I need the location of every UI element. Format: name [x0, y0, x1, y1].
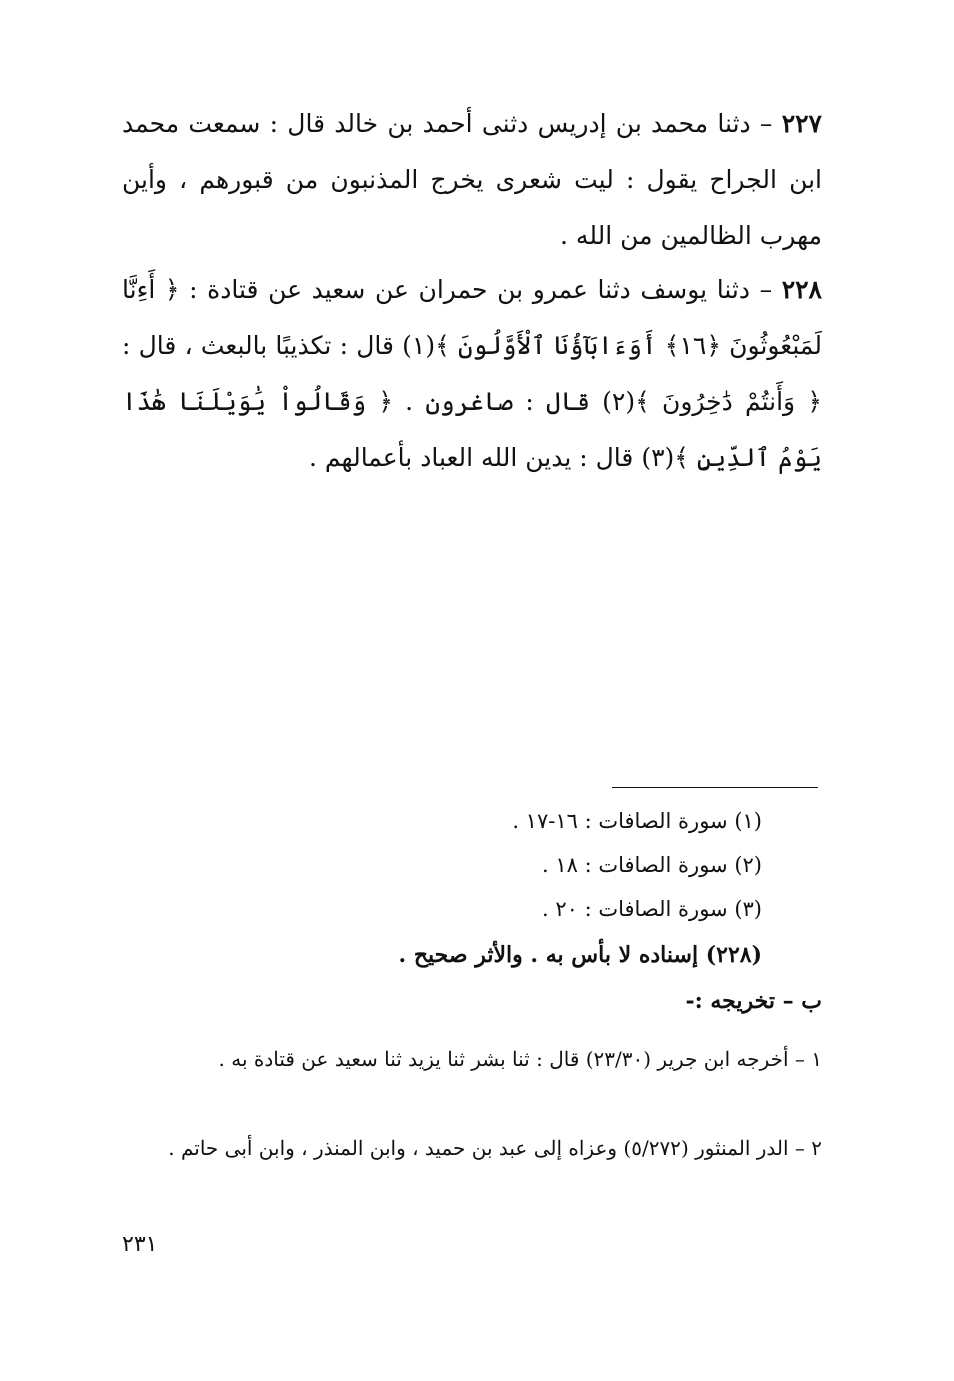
- hadith-entry-227: [122, 96, 822, 264]
- entry-number: ٢٢٧: [781, 109, 822, 138]
- entry-number: ٢٢٨: [781, 275, 822, 304]
- hadith-entry-228: [122, 262, 822, 486]
- entry-text: – دثنا محمد بن إدريس دثنى أحمد بن خالد قال : سمعت محمد ابن الجراح يقول : ليت شعرى يخرج المذنبون من قبورهم ، وأين مهرب الظالمين من الله .: [122, 109, 822, 250]
- isnad-grade-note: (٢٢٨) إسناده لا بأس به . والأثر صحيح .: [398, 942, 762, 968]
- footnote: (٣) سورة الصافات : ٢٠ .: [541, 897, 762, 921]
- footnote: (١) سورة الصافات : ١٦-١٧ .: [512, 809, 762, 833]
- takhrij-item: ٢ – الدر المنثور (٥/٢٧٢) وعزاه إلى عبد بن حميد ، وابن المنذر ، وابن أبى حاتم .: [168, 1136, 822, 1160]
- takhrij-heading: ب – تخريجه :-: [685, 988, 822, 1014]
- takhrij-item: ١ – أخرجه ابن جرير (٢٣/٣٠) قال : ثنا بشر ثنا يزيد ثنا سعيد عن قتادة به .: [218, 1047, 822, 1071]
- entry-text: – دثنا يوسف دثنا عمرو بن حمران عن سعيد عن قتادة : ﴿ أَءِنَّا لَمَبْعُوثُونَ ﴿١٦﴾ أَوَءَابَآؤُنَا ٱلْأَوَّلُونَ ﴾(١) قال : تكذيبًا بالبعث ، قال : ﴿ وَأَنتُمْ دَٰخِرُونَ ﴾(٢) قال : صاغرون . ﴿ وَقَالُواْ يَٰوَيْلَنَا هَٰذَا يَوْمُ ٱلدِّينِ ﴾(٣) قال : يدين الله العباد بأعمالهم .: [122, 275, 822, 472]
- page-number: ٢٣١: [122, 1232, 158, 1257]
- footnote-divider: [612, 787, 818, 788]
- footnote: (٢) سورة الصافات : ١٨ .: [541, 853, 762, 877]
